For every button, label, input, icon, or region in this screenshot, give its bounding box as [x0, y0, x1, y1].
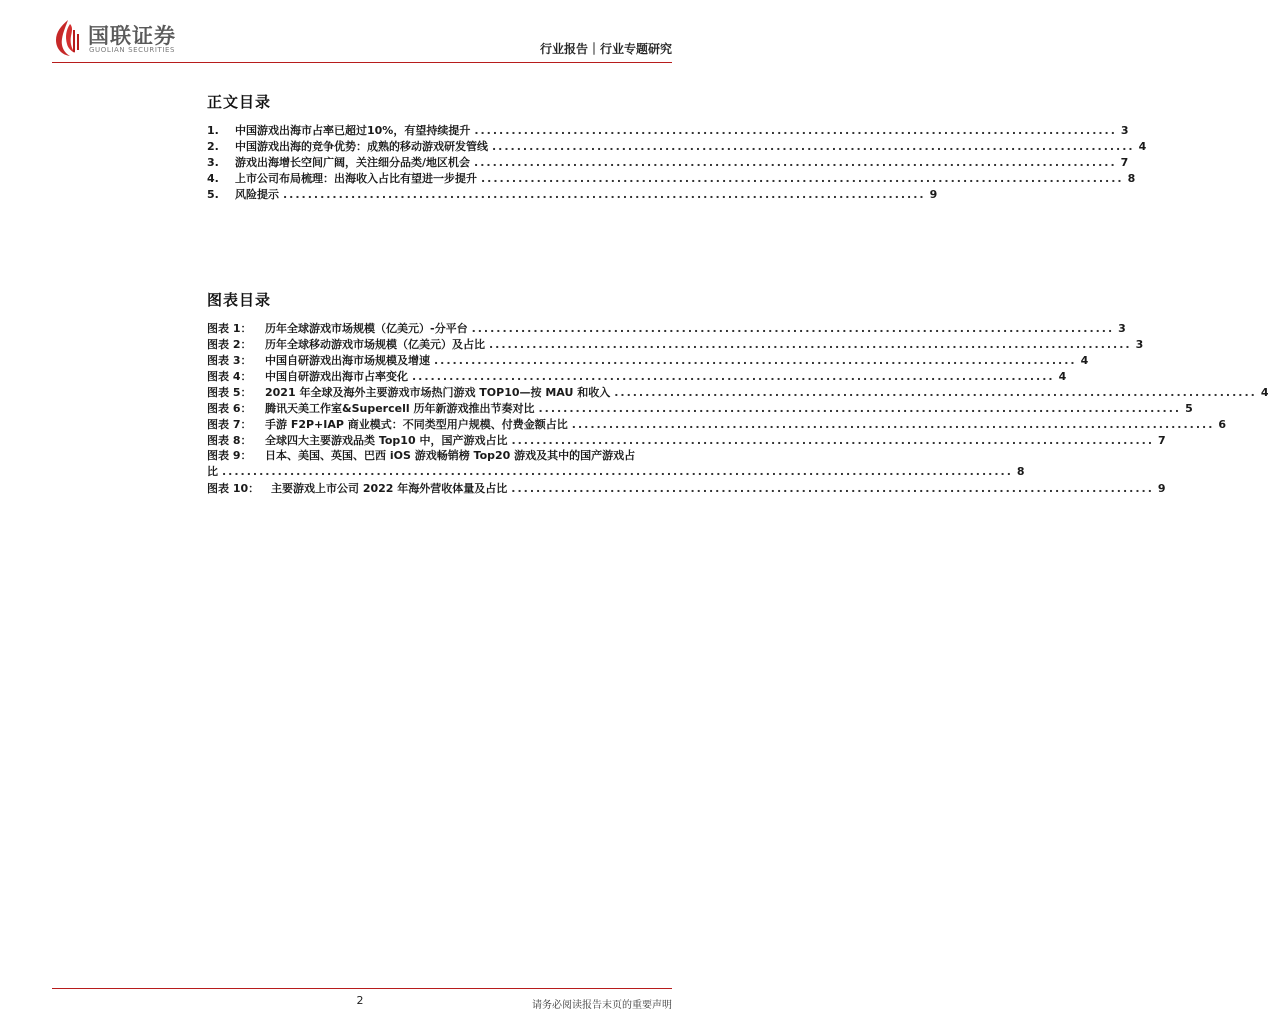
toc-leader: ........................................................................................................ [614, 386, 1257, 399]
toc-leader: ........................................................................................................ [474, 156, 1117, 169]
toc-item-page: 8 [1127, 172, 1136, 185]
figure-item-page: 5 [1185, 402, 1193, 415]
figure-item[interactable] [207, 400, 1193, 416]
toc-leader: ........................................................................................................ [474, 124, 1117, 137]
toc-leader: ........................................................................................................ [471, 322, 1115, 335]
toc-item-page: 4 [1138, 140, 1147, 153]
logo-subtext: GUOLIAN SECURITIES [89, 46, 176, 54]
figure-item[interactable] [207, 352, 1089, 368]
toc-item-text: 中国游戏出海市占率已超过10%，有望持续提升 [235, 124, 471, 137]
figure-item-number: 图表 8： [207, 434, 252, 447]
toc-leader: ................................................................................................................................ [222, 465, 1013, 478]
toc-leader: ........................................................................................................ [481, 172, 1124, 185]
toc-item[interactable] [207, 154, 1129, 170]
toc-item-number: 1. [207, 124, 219, 137]
figure-item[interactable] [207, 336, 1144, 352]
toc-item-number: 5. [207, 188, 219, 201]
toc-item-page: 9 [929, 188, 938, 201]
figure-item-number: 图表 5： [207, 386, 252, 399]
figure-item-number: 图表 9： [207, 449, 252, 462]
figure-item-page: 6 [1218, 418, 1227, 431]
figure-item[interactable] [207, 448, 1025, 480]
toc-item[interactable] [207, 138, 1147, 154]
page-number: 2 [356, 994, 364, 1007]
figure-item-text: 腾讯天美工作室&Supercell 历年新游戏推出节奏对比 [265, 402, 535, 415]
toc-leader: ........................................................................................................ [412, 370, 1055, 383]
toc-leader: ........................................................................................................ [283, 188, 926, 201]
toc-leader: ........................................................................................................ [489, 338, 1132, 351]
figure-item-text-continued: 比 [207, 465, 218, 478]
figure-item-page: 3 [1118, 322, 1126, 335]
toc-item-text: 游戏出海增长空间广阔，关注细分品类/地区机会 [235, 156, 471, 169]
guolian-logo [52, 18, 192, 58]
figure-item-page: 3 [1135, 338, 1144, 351]
figure-item[interactable] [207, 480, 1166, 496]
figure-item-number: 图表 4： [207, 370, 252, 383]
toc-item[interactable] [207, 122, 1129, 138]
figure-item-text: 2021 年全球及海外主要游戏市场热门游戏 TOP10—按 MAU 和收入 [265, 386, 611, 399]
figure-item-page: 9 [1157, 482, 1166, 495]
toc-item-number: 2. [207, 140, 219, 153]
figure-item-text: 中国自研游戏出海市占率变化 [265, 370, 408, 383]
figure-item-text: 日本、美国、英国、巴西 iOS 游戏畅销榜 Top20 游戏及其中的国产游戏占 [265, 449, 636, 462]
figures-title: 图表目录 [207, 291, 272, 309]
toc-leader: ........................................................................................................ [511, 434, 1155, 447]
footer-disclaimer: 请务必阅读报告末页的重要声明 [532, 1000, 672, 1011]
figure-item-number: 图表 1： [207, 322, 252, 335]
toc-item-text: 上市公司布局梳理：出海收入占比有望进一步提升 [235, 172, 477, 185]
figure-item-number: 图表 7： [207, 418, 252, 431]
figure-item-text: 全球四大主要游戏品类 Top10 中，国产游戏占比 [265, 434, 508, 447]
figure-item-page: 4 [1260, 386, 1268, 399]
toc-leader: ........................................................................................................ [434, 354, 1077, 367]
figure-item-number: 图表 10： [207, 482, 260, 495]
figure-item[interactable] [207, 320, 1126, 336]
figure-item-text: 历年全球移动游戏市场规模（亿美元）及占比 [265, 338, 485, 351]
report-type: 行业报告｜行业专题研究 [539, 42, 672, 56]
toc-leader: ........................................................................................................ [492, 140, 1135, 153]
toc-item-page: 3 [1120, 124, 1129, 137]
figure-item-page: 8 [1016, 465, 1025, 478]
toc-item-number: 3. [207, 156, 219, 169]
toc-leader: ........................................................................................................ [571, 418, 1215, 431]
figure-item-number: 图表 3： [207, 354, 252, 367]
figures-list [207, 320, 1268, 496]
toc-item-text: 中国游戏出海的竞争优势：成熟的移动游戏研发管线 [235, 140, 488, 153]
contents-title: 正文目录 [207, 93, 272, 111]
figure-item-text: 历年全球游戏市场规模（亿美元）-分平台 [265, 322, 468, 335]
logo-text: 国联证券 [88, 24, 176, 48]
toc-item[interactable] [207, 186, 938, 202]
toc-item-text: 风险提示 [235, 188, 279, 201]
toc-item-page: 7 [1120, 156, 1129, 169]
figure-item[interactable] [207, 384, 1268, 400]
figure-item[interactable] [207, 368, 1067, 384]
figure-item-page: 7 [1158, 434, 1166, 447]
figure-item-page: 4 [1080, 354, 1089, 367]
figure-item[interactable] [207, 416, 1227, 432]
figure-item-page: 4 [1058, 370, 1067, 383]
figure-item-text: 中国自研游戏出海市场规模及增速 [265, 354, 430, 367]
header-divider [52, 62, 672, 63]
page-header [0, 0, 724, 64]
figure-item-number: 图表 6： [207, 402, 252, 415]
logo-mark-icon [52, 18, 84, 58]
contents-list [207, 122, 1147, 202]
toc-leader: ........................................................................................................ [511, 482, 1154, 495]
toc-leader: ........................................................................................................ [538, 402, 1182, 415]
figure-item-number: 图表 2： [207, 338, 252, 351]
figure-item[interactable] [207, 432, 1166, 448]
footer-divider [52, 988, 672, 989]
toc-item[interactable] [207, 170, 1136, 186]
toc-item-number: 4. [207, 172, 219, 185]
figure-item-text: 主要游戏上市公司 2022 年海外营收体量及占比 [271, 482, 508, 495]
figure-item-text: 手游 F2P+IAP 商业模式：不同类型用户规模、付费金额占比 [265, 418, 568, 431]
